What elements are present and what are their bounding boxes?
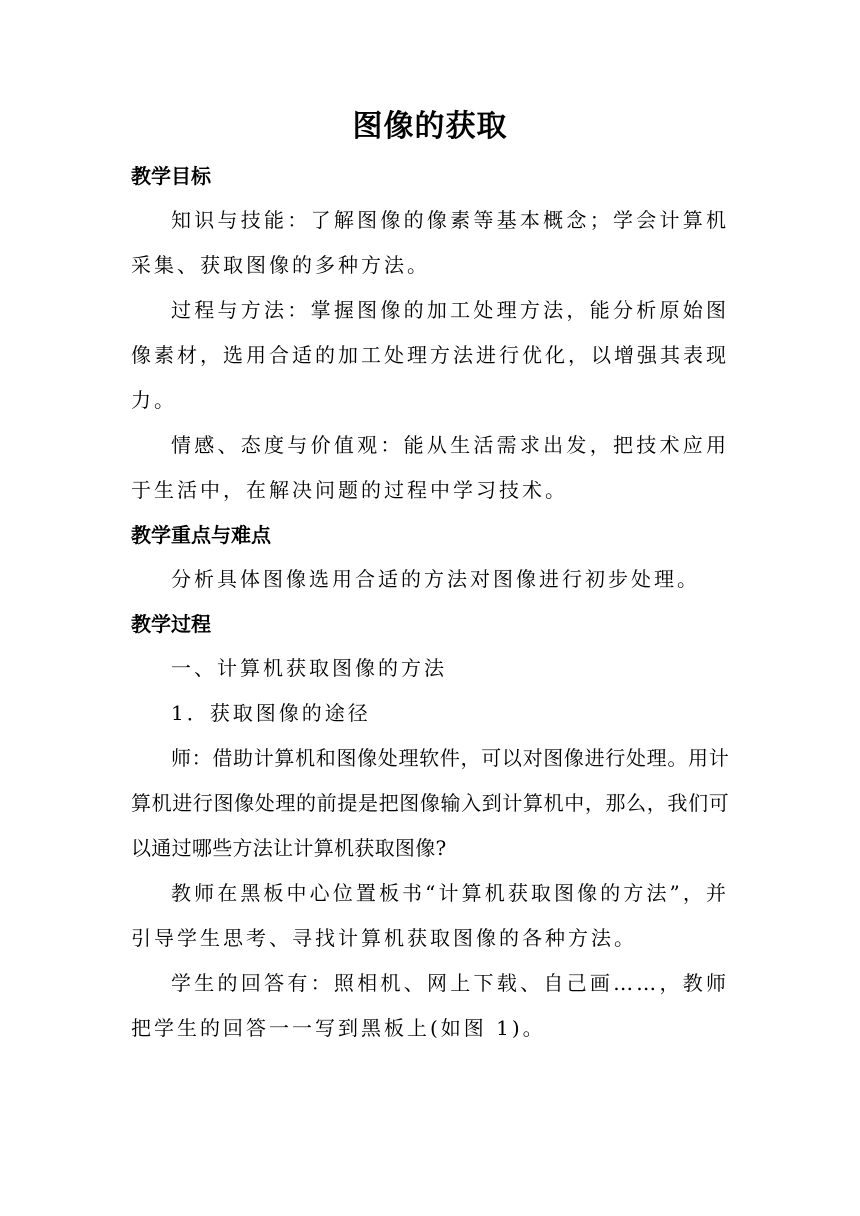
- section-heading-key-points: 教学重点与难点: [131, 523, 271, 547]
- section-heading-process: 教学过程: [131, 612, 211, 636]
- paragraph-knowledge-skills: 知识与技能：了解图像的像素等基本概念；学会计算机采集、获取图像的多种方法。: [131, 208, 729, 277]
- paragraph-teacher-board: 教师在黑板中心位置板书“计算机获取图像的方法”，并引导学生思考、寻找计算机获取图像的各种方法。: [131, 881, 729, 950]
- paragraph-subheading-ways: 1．获取图像的途径: [171, 701, 371, 725]
- paragraph-process-methods: 过程与方法：掌握图像的加工处理方法，能分析原始图像素材，选用合适的加工处理方法进行优化，以增强其表现力。: [131, 298, 729, 412]
- section-heading-objectives: 教学目标: [131, 164, 211, 188]
- paragraph-subheading-methods: 一、计算机获取图像的方法: [171, 656, 447, 680]
- paragraph-attitude-values: 情感、态度与价值观：能从生活需求出发，把技术应用于生活中，在解决问题的过程中学习技术。: [131, 433, 729, 502]
- document-title: 图像的获取: [352, 109, 508, 144]
- paragraph-teacher-question: 师：借助计算机和图像处理软件，可以对图像进行处理。用计算机进行图像处理的前提是把图像输入到计算机中，那么，我们可以通过哪些方法让计算机获取图像?: [131, 746, 729, 860]
- paragraph-key-points: 分析具体图像选用合适的方法对图像进行初步处理。: [171, 567, 700, 591]
- document-page: [131, 100, 729, 1051]
- paragraph-student-answers: 学生的回答有：照相机、网上下载、自己画……，教师把学生的回答一一写到黑板上(如图 1)。: [131, 971, 729, 1040]
